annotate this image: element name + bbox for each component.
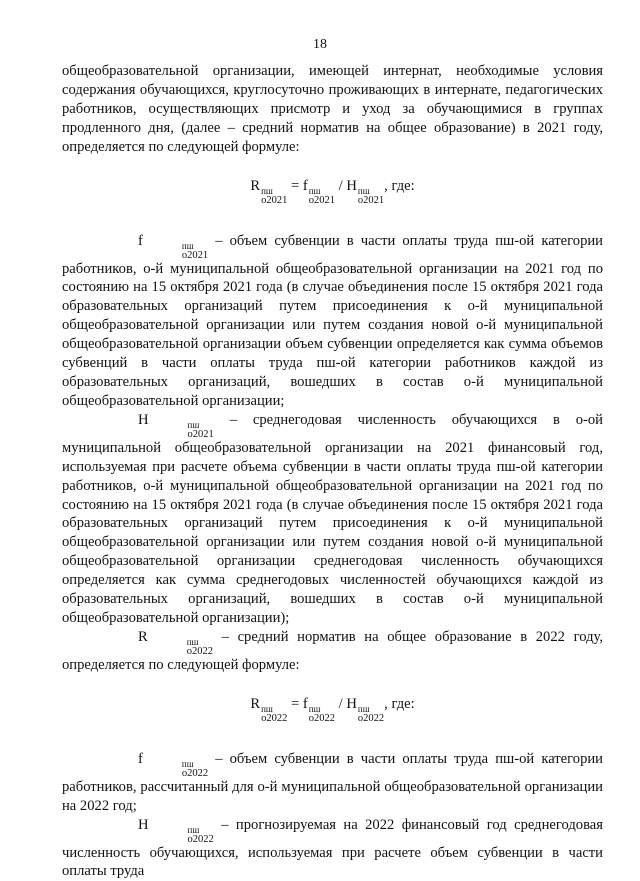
document-body [62, 62, 603, 881]
formula-2021-tail: , где: [384, 177, 415, 194]
formula-2021 [62, 177, 603, 205]
formula-2022-tail: , где: [384, 695, 415, 712]
page-number: 18 [313, 37, 327, 52]
definition-f2021: f пш о2021 – объем субвенции в части оплаты труда пш-ой категории работников, о-й муниципальной общеобразовательной организации на 2021 год по состоянию на 15 октября 2021 года (в случае объединения после 15 октября 2021 года образовательных организаций путем присоединения к о-й муниципальной общеобразовательной организации или путем создания новой о-й муниципальной общеобразовательной организации объем субвенции определяется как сумма объемов субвенций в части оплаты труда пш-ой категории работников каждой из образовательных организаций, вошедших в состав о-й муниципальной общеобразовательной организации; [62, 232, 603, 409]
formula-2021-r: R пш о2021 [250, 177, 288, 206]
symbol-f2021: f пш о2021 [138, 232, 209, 261]
formula-2021-div: / [334, 177, 347, 194]
symbol-h2021: Н пш о2021 [138, 411, 214, 440]
formula-2022-h: Н пш о2022 [346, 695, 385, 724]
formula-2021-eq: = [287, 177, 303, 194]
definition-f2022: f пш о2022 – объем субвенции в части оплаты труда пш-ой категории работников, рассчитанный для о-й муниципальной общеобразовательной организации на 2022 год; [62, 750, 603, 814]
formula-2021-h: Н пш о2021 [346, 177, 385, 206]
formula-2022-r: R пш о2022 [250, 695, 288, 724]
formula-2022 [62, 695, 603, 723]
intro-paragraph: общеобразовательной организации, имеющей интернат, необходимые условия содержания обучающихся, круглосуточно проживающих в интернате, педагогических работников, осуществляющих присмотр и уход за обучающимися в группах продленного дня, (далее – средний норматив на общее образование) в 2021 году, определяется по следующей формуле: [62, 63, 603, 155]
definition-r2022: R пш о2022 – средний норматив на общее образование в 2022 году, определяется по следующей формуле: [62, 628, 603, 673]
formula-2022-f: f пш о2022 [302, 695, 335, 724]
symbol-f2022: f пш о2022 [138, 750, 209, 779]
formula-2021-f: f пш о2021 [302, 177, 335, 206]
symbol-r2022: R пш о2022 [138, 628, 213, 657]
symbol-h2022: Н пш о2022 [138, 816, 214, 845]
formula-2022-div: / [334, 695, 347, 712]
formula-2022-eq: = [287, 695, 303, 712]
definition-h2021: Н пш о2021 – среднегодовая численность обучающихся в о-ой муниципальной общеобразовательной организации на 2021 финансовый год, используемая при расчете объема субвенции в части оплаты труда пш-ой категории работников, о-й муниципальной общеобразовательной организации на 2021 год по состоянию на 15 октября 2021 года (в случае объединения после 15 октября 2021 года образовательных организаций путем присоединения к о-й муниципальной общеобразовательной организации или путем создания новой о-й муниципальной общеобразовательной организации среднегодовая численность обучающихся определяется как сумма среднегодовых численностей обучающихся каждой из образовательных организаций, вошедших в состав о-й муниципальной общеобразовательной организации); [62, 411, 603, 626]
definition-h2022: Н пш о2022 – прогнозируемая на 2022 финансовый год среднегодовая численность обучающихся, используемая при расчете объем субвенции в части оплаты труда [62, 816, 603, 880]
